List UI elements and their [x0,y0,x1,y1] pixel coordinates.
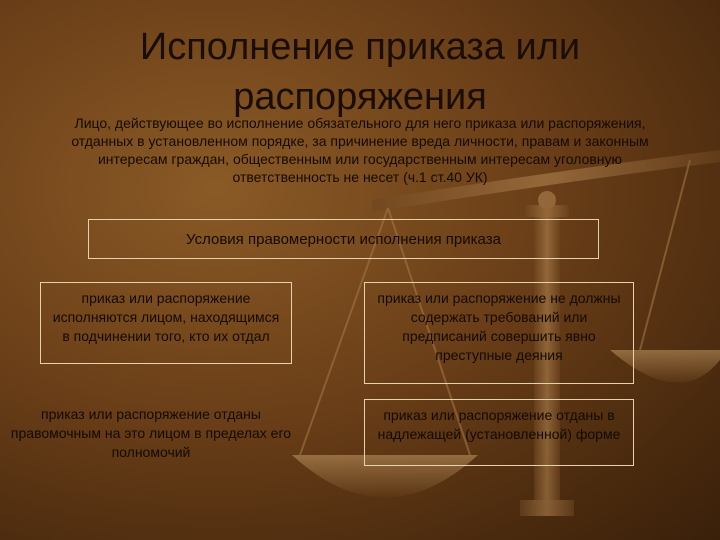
slide-title-line-1: Исполнение приказа или [139,26,581,68]
slide-title [60,22,660,122]
condition-authorized-issuer: приказ или распоряжение отданы правомочным на это лицом в пределах его полномочий [10,406,292,460]
condition-no-criminal-content: приказ или распоряжение не должны содержать требований или предписаний совершить явно преступные деяния [364,282,634,384]
slide-title-line-2: распоряжения [233,76,487,118]
condition-proper-form: приказ или распоряжение отданы в надлежащей (установленной) форме [364,399,634,466]
condition-subordination: приказ или распоряжение исполняются лицом, находящимся в подчинении того, кто их отдал [40,282,292,364]
conditions-header: Условия правомерности исполнения приказа [88,219,599,259]
intro-paragraph: Лицо, действующее во исполнение обязательного для него приказа или распоряжения, отданных в установленном порядке, за причинение вреда личности, правам и законным интересам граждан, общественным или государственным интересам уголовную ответственность не несет (ч.1 ст.40 УК) [71,115,649,185]
